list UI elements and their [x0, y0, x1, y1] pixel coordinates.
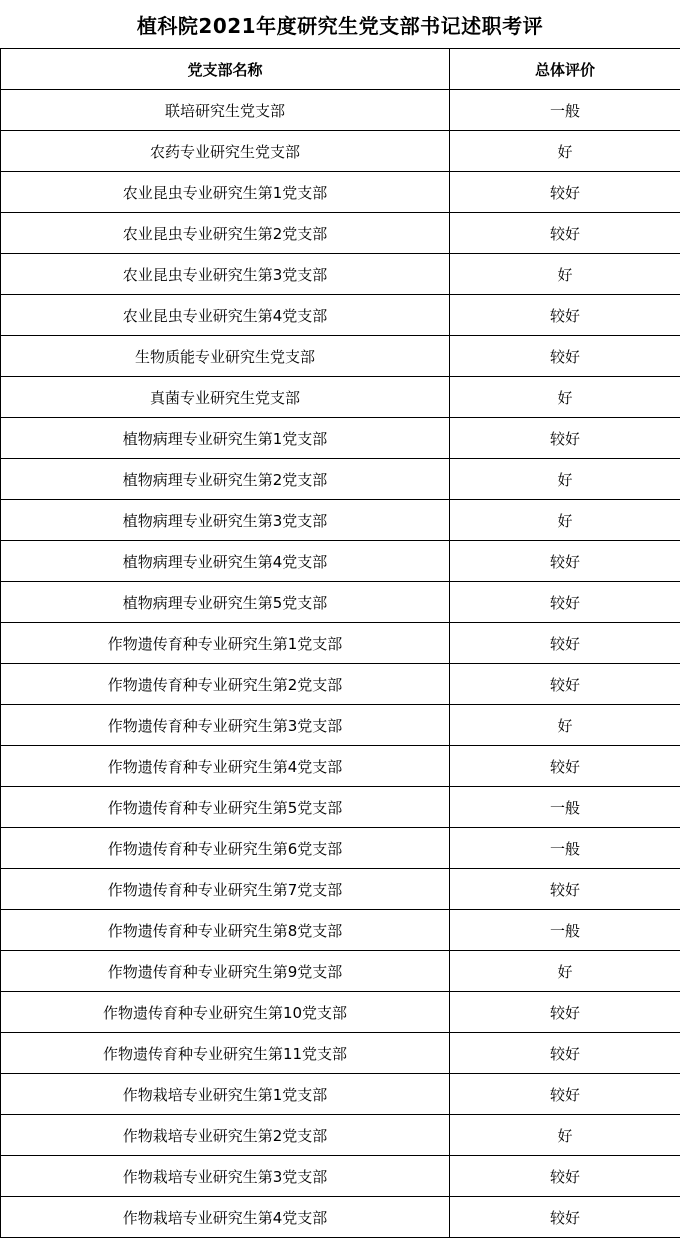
table-row: [1, 500, 680, 541]
overall-rating-cell: 较好: [450, 582, 680, 623]
table-body: [1, 90, 680, 1238]
table-row: [1, 623, 680, 664]
table-row: [1, 1115, 680, 1156]
table-row: [1, 705, 680, 746]
table-row: [1, 295, 680, 336]
branch-name-cell: 植物病理专业研究生第1党支部: [1, 418, 450, 459]
table-row: [1, 869, 680, 910]
branch-name-cell: 作物栽培专业研究生第4党支部: [1, 1197, 450, 1238]
table-row: [1, 828, 680, 869]
page-title: 植科院2021年度研究生党支部书记述职考评: [0, 0, 680, 48]
overall-rating-cell: 好: [450, 951, 680, 992]
branch-name-cell: 农业昆虫专业研究生第4党支部: [1, 295, 450, 336]
table-row: [1, 459, 680, 500]
table-row: [1, 992, 680, 1033]
overall-rating-cell: 较好: [450, 869, 680, 910]
table-row: [1, 951, 680, 992]
table-row: [1, 418, 680, 459]
table-row: [1, 254, 680, 295]
branch-name-cell: 作物遗传育种专业研究生第11党支部: [1, 1033, 450, 1074]
table-row: [1, 336, 680, 377]
branch-name-cell: 作物栽培专业研究生第3党支部: [1, 1156, 450, 1197]
table-row: [1, 910, 680, 951]
overall-rating-cell: 一般: [450, 910, 680, 951]
table-row: [1, 1156, 680, 1197]
column-header-rating: 总体评价: [450, 49, 680, 90]
overall-rating-cell: 好: [450, 500, 680, 541]
branch-name-cell: 真菌专业研究生党支部: [1, 377, 450, 418]
branch-name-cell: 作物遗传育种专业研究生第3党支部: [1, 705, 450, 746]
table-header-row: [1, 49, 680, 90]
branch-name-cell: 联培研究生党支部: [1, 90, 450, 131]
table-row: [1, 131, 680, 172]
table-row: [1, 1033, 680, 1074]
overall-rating-cell: 较好: [450, 295, 680, 336]
overall-rating-cell: 一般: [450, 787, 680, 828]
overall-rating-cell: 较好: [450, 992, 680, 1033]
table-row: [1, 541, 680, 582]
overall-rating-cell: 较好: [450, 418, 680, 459]
overall-rating-cell: 较好: [450, 1156, 680, 1197]
table-row: [1, 664, 680, 705]
overall-rating-cell: 一般: [450, 90, 680, 131]
overall-rating-cell: 较好: [450, 336, 680, 377]
table-row: [1, 172, 680, 213]
branch-name-cell: 农业昆虫专业研究生第1党支部: [1, 172, 450, 213]
overall-rating-cell: 较好: [450, 213, 680, 254]
branch-name-cell: 植物病理专业研究生第4党支部: [1, 541, 450, 582]
branch-name-cell: 农业昆虫专业研究生第3党支部: [1, 254, 450, 295]
overall-rating-cell: 较好: [450, 541, 680, 582]
branch-name-cell: 农业昆虫专业研究生第2党支部: [1, 213, 450, 254]
branch-name-cell: 作物遗传育种专业研究生第4党支部: [1, 746, 450, 787]
overall-rating-cell: 较好: [450, 1033, 680, 1074]
table-row: [1, 746, 680, 787]
overall-rating-cell: 一般: [450, 828, 680, 869]
branch-name-cell: 生物质能专业研究生党支部: [1, 336, 450, 377]
overall-rating-cell: 较好: [450, 664, 680, 705]
branch-name-cell: 作物遗传育种专业研究生第7党支部: [1, 869, 450, 910]
branch-name-cell: 作物遗传育种专业研究生第1党支部: [1, 623, 450, 664]
branch-name-cell: 农药专业研究生党支部: [1, 131, 450, 172]
overall-rating-cell: 好: [450, 131, 680, 172]
overall-rating-cell: 较好: [450, 746, 680, 787]
table-row: [1, 582, 680, 623]
branch-name-cell: 作物遗传育种专业研究生第9党支部: [1, 951, 450, 992]
branch-name-cell: 作物遗传育种专业研究生第5党支部: [1, 787, 450, 828]
table-row: [1, 787, 680, 828]
evaluation-table: [0, 48, 680, 1238]
overall-rating-cell: 好: [450, 377, 680, 418]
overall-rating-cell: 好: [450, 705, 680, 746]
branch-name-cell: 作物遗传育种专业研究生第8党支部: [1, 910, 450, 951]
overall-rating-cell: 好: [450, 459, 680, 500]
branch-name-cell: 植物病理专业研究生第2党支部: [1, 459, 450, 500]
column-header-name: 党支部名称: [1, 49, 450, 90]
branch-name-cell: 植物病理专业研究生第5党支部: [1, 582, 450, 623]
branch-name-cell: 植物病理专业研究生第3党支部: [1, 500, 450, 541]
overall-rating-cell: 较好: [450, 1074, 680, 1115]
branch-name-cell: 作物遗传育种专业研究生第2党支部: [1, 664, 450, 705]
table-row: [1, 377, 680, 418]
overall-rating-cell: 好: [450, 1115, 680, 1156]
overall-rating-cell: 较好: [450, 1197, 680, 1238]
table-row: [1, 1197, 680, 1238]
branch-name-cell: 作物栽培专业研究生第1党支部: [1, 1074, 450, 1115]
table-row: [1, 213, 680, 254]
overall-rating-cell: 较好: [450, 172, 680, 213]
branch-name-cell: 作物栽培专业研究生第2党支部: [1, 1115, 450, 1156]
table-row: [1, 1074, 680, 1115]
table-row: [1, 90, 680, 131]
branch-name-cell: 作物遗传育种专业研究生第10党支部: [1, 992, 450, 1033]
overall-rating-cell: 较好: [450, 623, 680, 664]
overall-rating-cell: 好: [450, 254, 680, 295]
branch-name-cell: 作物遗传育种专业研究生第6党支部: [1, 828, 450, 869]
